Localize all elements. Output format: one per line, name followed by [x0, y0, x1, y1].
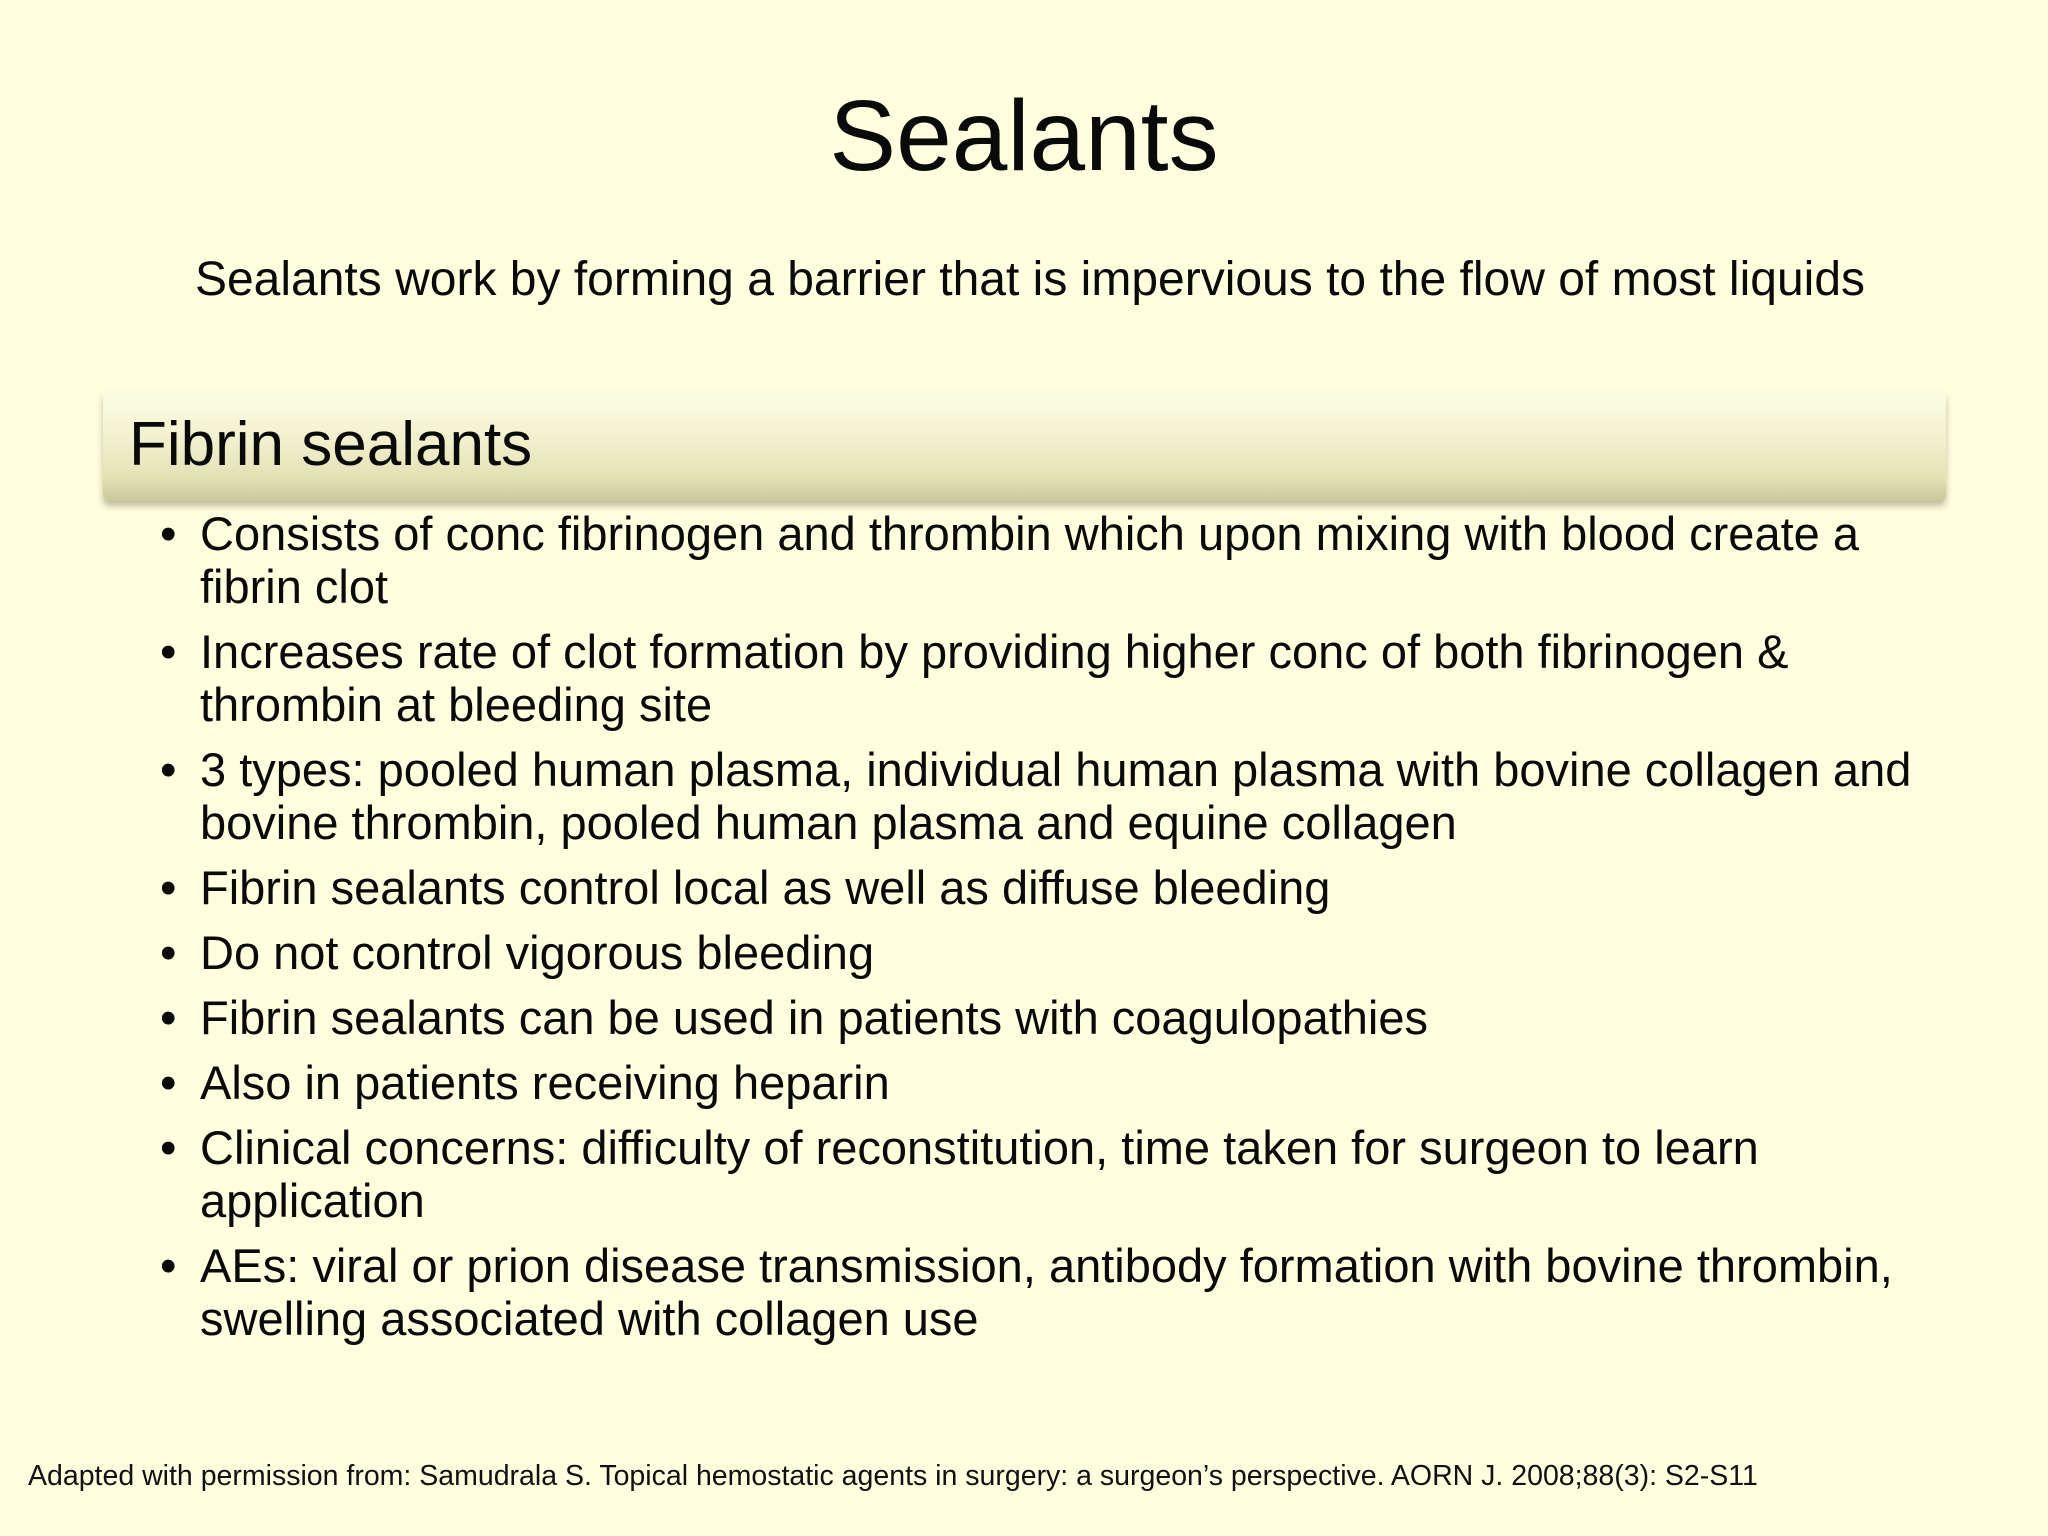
bullet-item: • Fibrin sealants can be used in patients with coagulopathies: [156, 991, 1956, 1044]
bullet-list: [156, 507, 1956, 1357]
slide-title: Sealants: [829, 80, 1219, 192]
bullet-item: • Do not control vigorous bleeding: [156, 926, 1956, 979]
bullet-item: • Consists of conc fibrinogen and thrombin which upon mixing with blood create a fibrin clot: [156, 507, 1956, 613]
section-heading: Fibrin sealants: [129, 410, 533, 479]
citation-footnote: Adapted with permission from: Samudrala S. Topical hemostatic agents in surgery: a surgeon’s perspective. AORN J. 2008;88(3): S2-S11: [28, 1460, 1758, 1492]
slide-subtitle: Sealants work by forming a barrier that is impervious to the flow of most liquids: [194, 253, 1866, 306]
bullet-item: • Fibrin sealants control local as well as diffuse bleeding: [156, 861, 1956, 914]
bullet-item: • Also in patients receiving heparin: [156, 1056, 1956, 1109]
bullet-item: • AEs: viral or prion disease transmission, antibody formation with bovine thrombin, swelling associated with collagen use: [156, 1239, 1956, 1345]
section-header-bar: [103, 391, 1946, 501]
bullet-item: • Clinical concerns: difficulty of reconstitution, time taken for surgeon to learn application: [156, 1121, 1956, 1227]
bullet-item: • 3 types: pooled human plasma, individual human plasma with bovine collagen and bovine thrombin, pooled human plasma and equine collagen: [156, 743, 1956, 849]
bullet-item: • Increases rate of clot formation by providing higher conc of both fibrinogen & thrombin at bleeding site: [156, 625, 1956, 731]
